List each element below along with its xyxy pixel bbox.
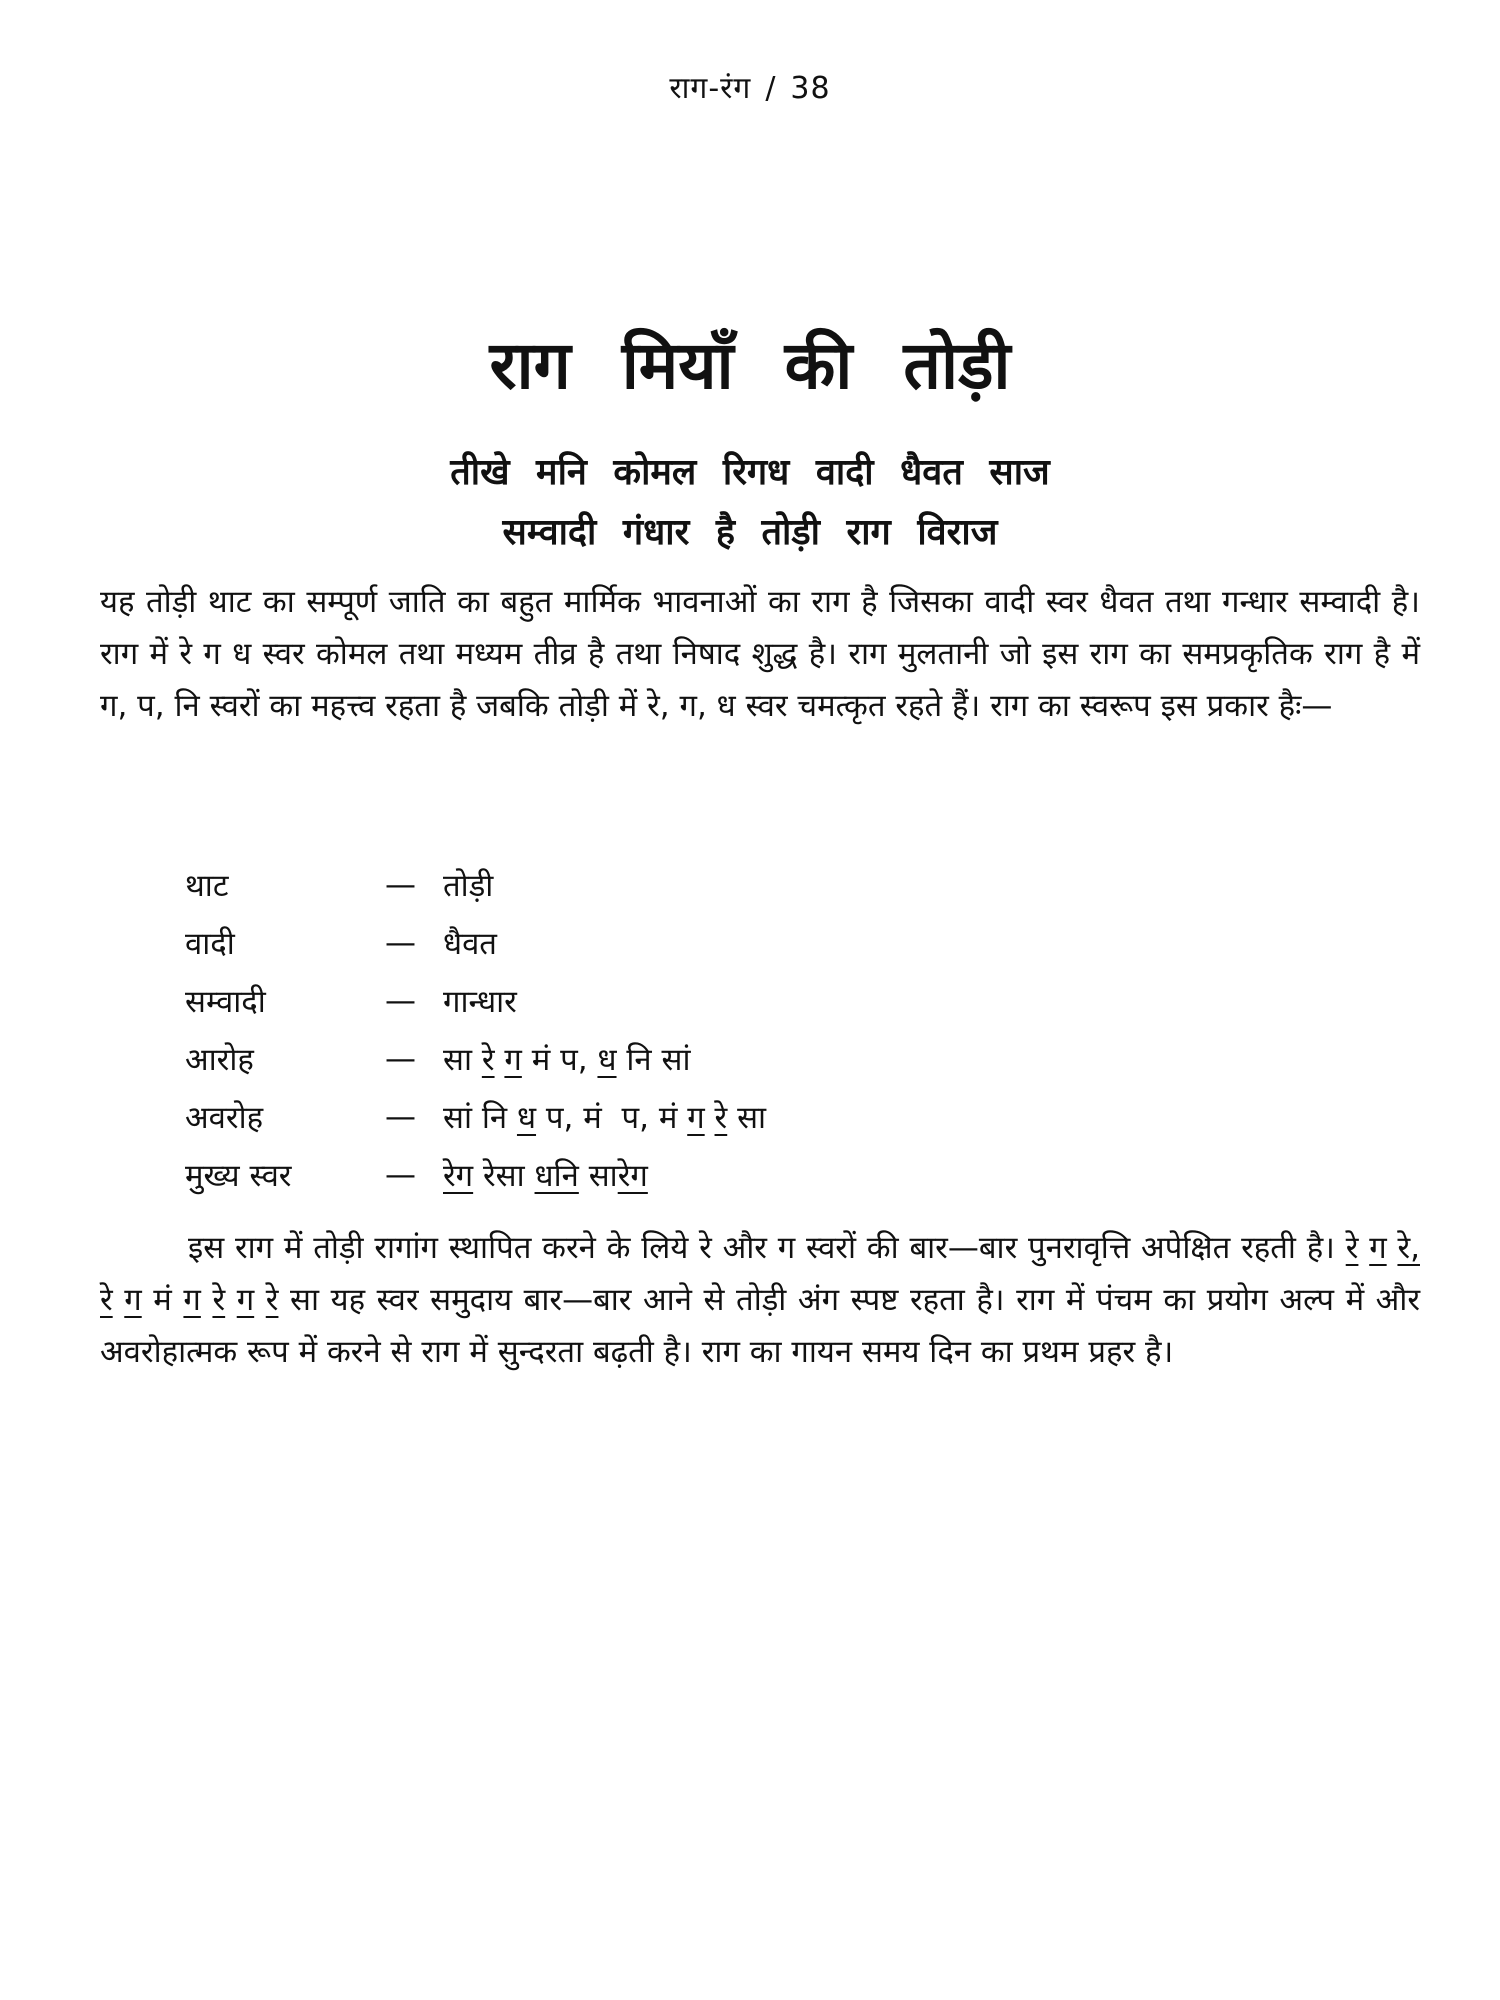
komal-note: ग	[236, 1282, 255, 1318]
info-row-avaroh	[185, 1088, 766, 1146]
note: सां	[443, 1100, 472, 1136]
tivra-note: मं	[153, 1282, 172, 1318]
note: सा	[737, 1100, 767, 1136]
note: सा	[443, 1042, 472, 1078]
info-row-aaroh	[185, 1030, 766, 1088]
couplet-line-1: तीखे मनि कोमल रिगध वादी धैवत साज	[450, 452, 1050, 493]
komal-note: रे	[714, 1100, 728, 1136]
couplet-line-2: सम्वादी गंधार है तोड़ी राग विराज	[502, 512, 998, 553]
intro-paragraph: यह तोड़ी थाट का सम्पूर्ण जाति का बहुत मार्मिक भावनाओं का राग है जिसका वादी स्वर धैवत तथा गन्धार सम्वादी है। राग में रे ग ध स्वर कोमल तथा मध्यम तीव्र है तथा निषाद शुद्ध है। राग मुलतानी जो इस राग का समप्रकृतिक राग है में ग, प, नि स्वरों का महत्त्व रहता है जबकि तोड़ी में रे, ग, ध स्वर चमत्कृत रहते हैं। राग का स्वरूप इस प्रकार हैः—	[100, 584, 1420, 724]
paragraph-text: यह स्वर समुदाय बार—बार आने से तोड़ी अंग स्पष्ट रहता है। राग में पंचम का प्रयोग अल्प में और अवरोहात्मक रूप में करने से राग में सुन्दरता बढ़ती है। राग का गायन समय दिन का प्रथम प्रहर है।	[100, 1282, 1421, 1370]
info-row-samvadi	[185, 972, 766, 1030]
komal-note: रे,	[1397, 1230, 1420, 1266]
info-label: अवरोह	[185, 1100, 264, 1136]
info-label: थाट	[185, 868, 229, 904]
info-value: तोड़ी	[443, 868, 494, 904]
info-label: वादी	[185, 926, 235, 962]
info-dash: —	[385, 1041, 416, 1077]
komal-note: ध	[516, 1100, 537, 1136]
komal-note: रे	[1345, 1230, 1359, 1266]
komal-note: ग	[1369, 1230, 1387, 1266]
body-paragraph	[100, 1222, 1420, 1378]
komal-phrase: धनि	[534, 1158, 579, 1194]
info-row-thaat	[185, 856, 766, 914]
raga-info-table	[185, 856, 766, 1204]
info-label: आरोह	[185, 1042, 254, 1078]
info-dash: —	[385, 925, 416, 961]
info-dash: —	[385, 983, 416, 1019]
info-label: सम्वादी	[185, 984, 266, 1020]
header-separator: /	[765, 71, 777, 106]
komal-phrase: रेग	[617, 1158, 648, 1194]
komal-note: ग	[183, 1282, 201, 1318]
avaroh-notes	[443, 1096, 766, 1138]
komal-note: ग	[687, 1100, 705, 1136]
note: प,	[621, 1100, 649, 1136]
paragraph-text: इस राग में तोड़ी रागांग स्थापित करने के लिये रे और ग स्वरों की बार—बार पुनरावृत्ति अपेक्षित रहती है।	[188, 1230, 1335, 1266]
note: सां	[661, 1042, 691, 1078]
komal-note: रे	[481, 1042, 495, 1078]
info-dash: —	[385, 1157, 416, 1193]
mukhya-swar-notes	[443, 1154, 648, 1196]
note: सा	[290, 1282, 320, 1318]
komal-note: ग	[124, 1282, 142, 1318]
info-value: धैवत	[443, 926, 497, 962]
page-number: 38	[790, 71, 831, 106]
note: नि	[626, 1042, 652, 1078]
komal-note: ग	[504, 1042, 522, 1078]
page-title: राग मियाँ की तोड़ी	[489, 327, 1011, 404]
info-row-vadi	[185, 914, 766, 972]
note: प,	[545, 1100, 574, 1136]
note: प,	[560, 1042, 588, 1078]
tivra-note: मं	[658, 1100, 678, 1136]
running-header	[0, 66, 1500, 107]
book-title: राग-रंग	[669, 71, 752, 106]
phrase: रेसा	[483, 1158, 525, 1194]
tivra-note: मं	[583, 1100, 602, 1136]
tivra-note: मं	[531, 1042, 551, 1078]
komal-phrase: रेग	[443, 1158, 474, 1194]
komal-note: रे	[265, 1282, 279, 1318]
komal-note: रे	[100, 1282, 113, 1318]
info-value: गान्धार	[443, 984, 517, 1020]
info-dash: —	[385, 1099, 416, 1135]
note: नि	[481, 1100, 508, 1136]
komal-note: ध	[597, 1042, 617, 1078]
aaroh-notes	[443, 1038, 690, 1080]
info-dash: —	[385, 867, 416, 903]
phrase: सा	[588, 1158, 618, 1194]
info-row-mukhya-swar	[185, 1146, 766, 1204]
komal-note: रे	[212, 1282, 226, 1318]
info-label: मुख्य स्वर	[185, 1158, 292, 1194]
